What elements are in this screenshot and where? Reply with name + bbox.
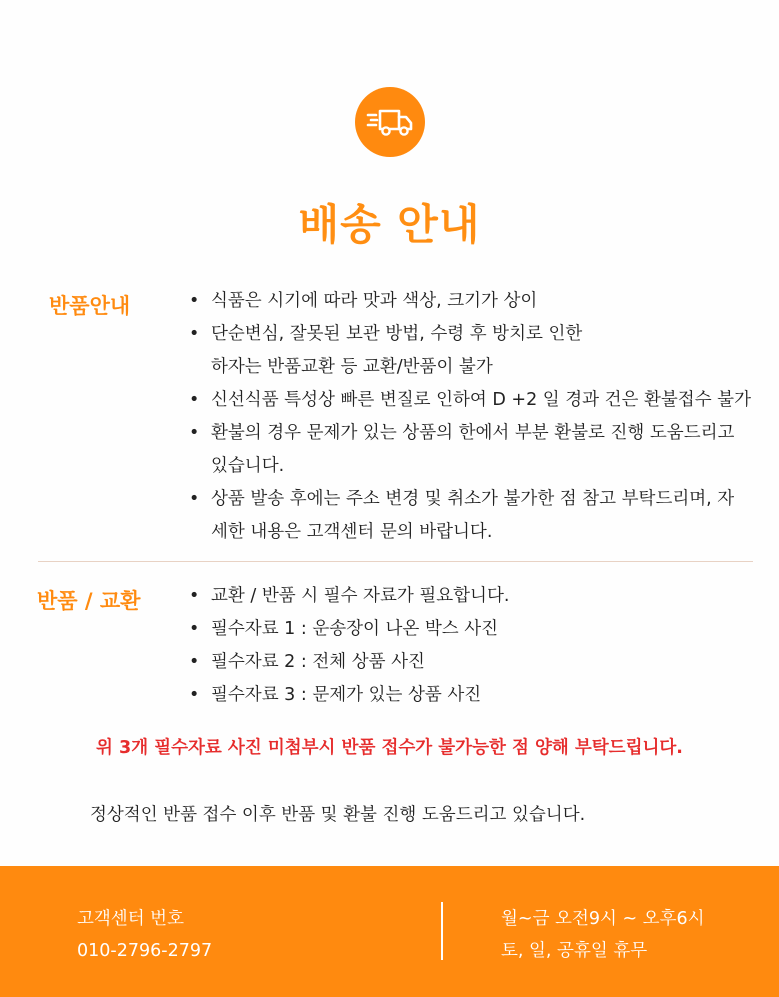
exchange-item: • 교환 / 반품 시 필수 자료가 필요합니다.	[189, 580, 749, 613]
customer-center-phone: 010-2796-2797	[77, 941, 213, 961]
process-note: 정상적인 반품 접수 이후 반품 및 환불 진행 도움드리고 있습니다.	[90, 805, 586, 825]
return-info-item-line: • 식품은 시기에 따라 맛과 색상, 크기가 상이	[211, 291, 538, 311]
exchange-item: • 필수자료 1 : 운송장이 나온 박스 사진	[189, 613, 749, 646]
section-divider	[38, 561, 753, 562]
return-info-item-line: • 단순변심, 잘못된 보관 방법, 수령 후 방치로 인한	[211, 324, 583, 344]
footer-divider	[441, 902, 443, 960]
return-info-item	[189, 285, 769, 318]
return-info-item-line: 하자는 반품교환 등 교환/반품이 불가	[211, 357, 493, 377]
business-hours	[501, 903, 705, 967]
business-hours-holiday: 토, 일, 공휴일 휴무	[501, 941, 648, 961]
footer	[0, 866, 779, 997]
return-info-item-line: 있습니다.	[211, 456, 285, 476]
return-info-item-line: • 상품 발송 후에는 주소 변경 및 취소가 불가한 점 참고 부탁드리며, 자	[211, 489, 735, 509]
return-info-item	[189, 318, 769, 384]
return-info-item-line: • 신선식품 특성상 빠른 변질로 인하여 D +2 일 경과 건은 환불접수 불가	[211, 390, 751, 410]
return-info-item	[189, 483, 769, 549]
exchange-item: • 필수자료 3 : 문제가 있는 상품 사진	[189, 679, 749, 712]
warning-text: 위 3개 필수자료 사진 미첨부시 반품 접수가 불가능한 점 양해 부탁드립니다.	[96, 738, 683, 758]
return-info-list	[189, 285, 769, 549]
return-info-item	[189, 384, 769, 417]
return-info-label: 반품안내	[49, 294, 131, 318]
delivery-truck-icon	[355, 87, 425, 157]
business-hours-weekday: 월~금 오전9시 ~ 오후6시	[501, 909, 705, 929]
exchange-list	[189, 580, 749, 712]
exchange-item: • 필수자료 2 : 전체 상품 사진	[189, 646, 749, 679]
exchange-label: 반품 / 교환	[37, 589, 141, 613]
page-title: 배송 안내	[298, 200, 481, 249]
return-info-item-line: • 환불의 경우 문제가 있는 상품의 한에서 부분 환불로 진행 도움드리고	[211, 423, 735, 443]
return-info-item-line: 세한 내용은 고객센터 문의 바랍니다.	[211, 522, 493, 542]
return-info-item	[189, 417, 769, 483]
customer-center	[77, 903, 212, 967]
customer-center-label: 고객센터 번호	[77, 909, 184, 929]
